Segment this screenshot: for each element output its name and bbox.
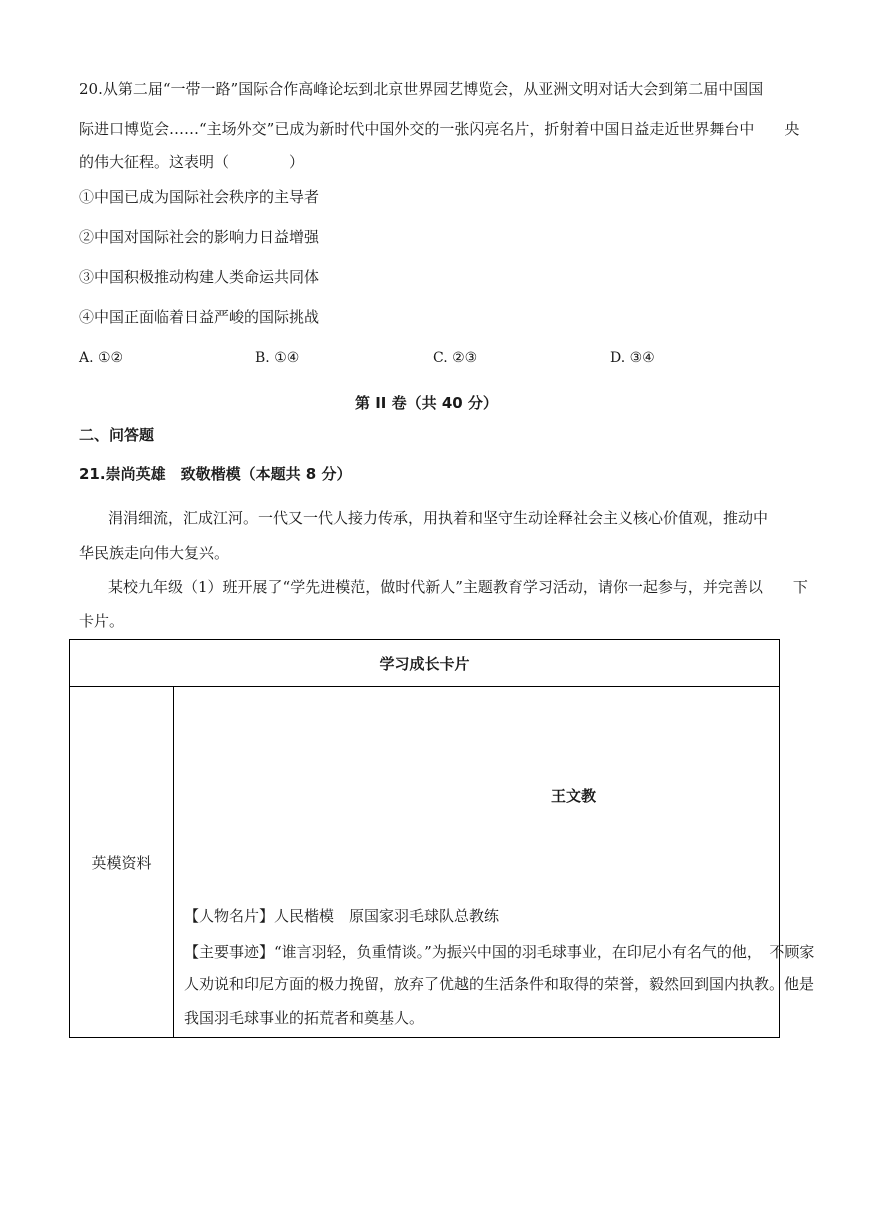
- hero-deeds-line3: 我国羽毛球事业的拓荒者和奠基人。: [184, 1009, 425, 1027]
- q20-stem-line3: 的伟大征程。这表明（ ）: [79, 153, 305, 171]
- hero-name: 王文教: [551, 787, 597, 805]
- q20-item-1: ①中国已成为国际社会秩序的主导者: [79, 188, 320, 206]
- card-row-label: 英模资料: [70, 687, 174, 1038]
- hero-deeds-line1: 【主要事迹】“谁言羽轻，负重情谈。”为振兴中国的羽毛球事业，在印尼小有名气的他， 不顾家: [184, 943, 815, 961]
- part2-title: 第 II 卷（共 40 分）: [355, 394, 498, 412]
- q20-option-a: A. ①②: [79, 350, 124, 366]
- card-content-cell: [174, 687, 815, 1038]
- hero-deeds-line2: 人劝说和印尼方面的极力挽留，放弃了优越的生活条件和取得的荣誉，毅然回到国内执教。他是: [184, 975, 815, 993]
- q20-item-3: ③中国积极推动构建人类命运共同体: [79, 268, 320, 286]
- q20-item-4: ④中国正面临着日益严峻的国际挑战: [79, 308, 320, 326]
- q21-title: 21.崇尚英雄 致敬楷模（本题共 8 分）: [79, 465, 352, 483]
- growth-card-table: [69, 639, 815, 1038]
- section-title: 二、问答题: [79, 426, 155, 444]
- q20-item-2: ②中国对国际社会的影响力日益增强: [79, 228, 320, 246]
- q21-para2-line1: 某校九年级（1）班开展了“学先进模范，做时代新人”主题教育学习活动，请你一起参与，并完善以 下: [108, 578, 808, 596]
- q20-option-c: C. ②③: [433, 350, 478, 366]
- q21-para1-line2: 华民族走向伟大复兴。: [79, 544, 230, 562]
- q21-para2-line2: 卡片。: [79, 612, 125, 630]
- q20-stem-line1: 20.从第二届“一带一路”国际合作高峰论坛到北京世界园艺博览会，从亚洲文明对话大会到第二届中国国: [79, 80, 764, 98]
- q20-stem-line2: 际进口博览会……“主场外交”已成为新时代中国外交的一张闪亮名片，折射着中国日益走近世界舞台中 央: [79, 120, 800, 138]
- q20-option-b: B. ①④: [255, 350, 300, 366]
- q21-para1-line1: 涓涓细流，汇成江河。一代又一代人接力传承，用执着和坚守生动诠释社会主义核心价值观，推动中: [108, 509, 769, 527]
- card-title: 学习成长卡片: [70, 640, 780, 687]
- hero-profile: 【人物名片】人民楷模 原国家羽毛球队总教练: [184, 907, 500, 925]
- q20-option-d: D. ③④: [610, 350, 655, 366]
